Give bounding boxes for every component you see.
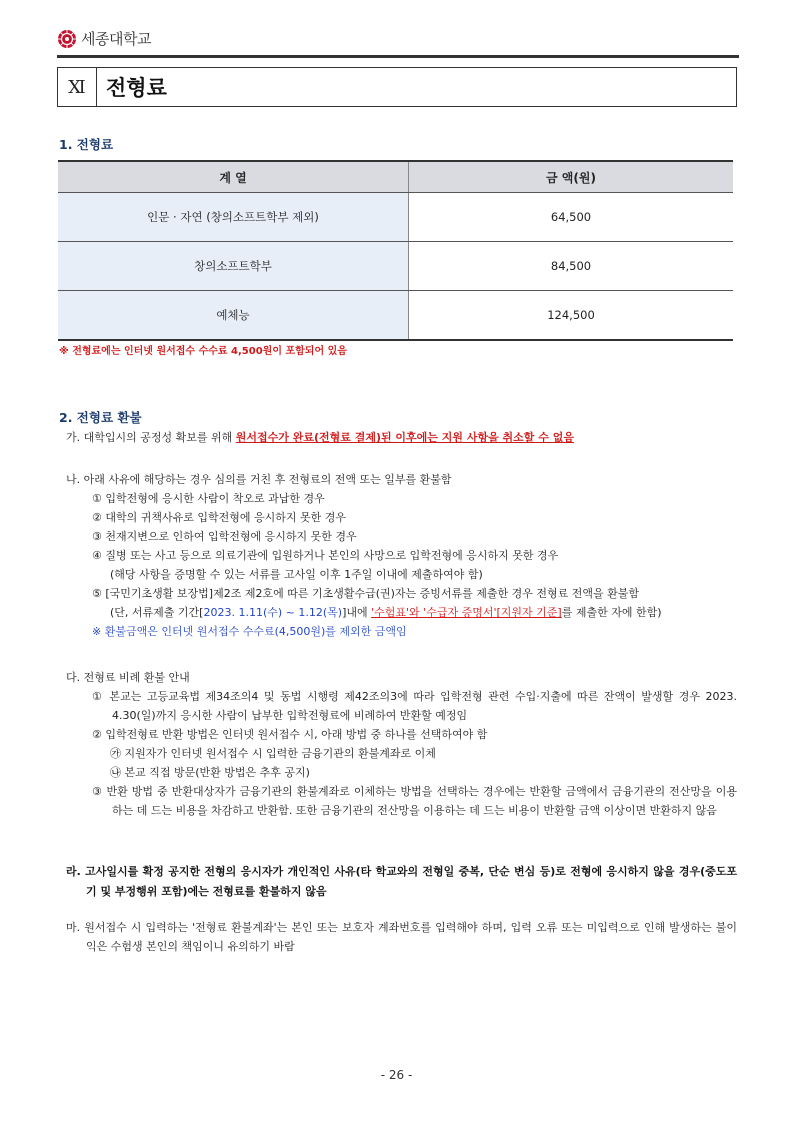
submission-period: 2023. 1.11(수) ~ 1.12(목) [203, 606, 343, 619]
university-emblem-icon [57, 29, 77, 49]
proportional-refund-2: ② 입학전형료 반환 방법은 인터넷 원서접수 시, 아래 방법 중 하나를 선택하여야 함 [92, 728, 488, 741]
refund-item-ga-emphasis: 원서접수가 완료(전형료 결제)된 이후에는 지원 사항을 취소할 수 없음 [235, 431, 574, 444]
header-rule [57, 55, 739, 58]
reason-5-suffix: 를 제출한 자에 한함) [561, 606, 662, 619]
section1-title: 1. 전형료 [59, 137, 114, 152]
section2-title: 2. 전형료 환불 [59, 410, 142, 425]
table-row [58, 242, 733, 291]
chapter-title: 전형료 [106, 76, 167, 100]
category-cell: 인문 · 자연 (창의소프트학부 제외) [58, 193, 409, 242]
refund-reason-4: ④ 질병 또는 사고 등으로 의료기관에 입원하거나 본인의 사망으로 입학전형에 응시하지 못한 경우 [92, 549, 559, 562]
table-row [58, 291, 733, 341]
proportional-refund-1 [92, 687, 737, 725]
refund-item-ma-text: 마. 원서접수 시 입력하는 '전형료 환불계좌'는 본인 또는 보호자 계좌번호를 입력해야 하며, 입력 오류 또는 미입력으로 인해 발생하는 불이익은 수험생 본인의 책임이니 유의하기 바람 [66, 921, 737, 953]
university-name: 세종대학교 [81, 30, 151, 48]
table-header-row [58, 161, 733, 193]
category-cell: 예체능 [58, 291, 409, 341]
amount-cell: 84,500 [409, 242, 734, 291]
category-cell: 창의소프트학부 [58, 242, 409, 291]
amount-cell: 124,500 [409, 291, 734, 341]
amount-cell: 64,500 [409, 193, 734, 242]
refund-reason-3: ③ 천재지변으로 인하여 입학전형에 응시하지 못한 경우 [92, 530, 357, 543]
proportional-refund-3 [92, 782, 737, 820]
refund-item-ga-prefix: 가. 대학입시의 공정성 확보를 위해 [66, 431, 236, 444]
column-header-category: 계 열 [58, 161, 409, 193]
chapter-number: Ⅺ [58, 68, 97, 106]
refund-item-ra-text: 라. 고사일시를 확정 공지한 전형의 응시자가 개인적인 사유(타 학교와의 전형일 중복, 단순 변심 등)로 전형에 응시하지 않을 경우(중도포기 및 부정행위 포함)에는 전형료를 환불하지 않음 [66, 865, 737, 898]
applicant-basis: [지원자 기준] [496, 606, 562, 619]
proportional-refund-1-text: ① 본교는 고등교육법 제34조의4 및 동법 시행령 제42조의3에 따라 입학전형 관련 수입·지출에 따른 잔액이 발생할 경우 2023. 4.30(일)까지 응시한 사람이 납부한 입학전형료에 비례하여 반환할 예정임 [92, 690, 737, 722]
refund-item-ma [66, 918, 737, 956]
refund-reason-2: ② 대학의 귀책사유로 입학전형에 응시하지 못한 경우 [92, 511, 346, 524]
required-documents: '수험표'와 '수급자 증명서' [371, 606, 497, 619]
refund-reason-4-sub: (해당 사항을 증명할 수 있는 서류를 고사일 이후 1주일 이내에 제출하여야 함) [110, 568, 483, 581]
refund-item-ga [66, 428, 574, 447]
column-header-amount: 금 액(원) [409, 161, 734, 193]
reason-5-mid: ]내에 [342, 606, 372, 619]
refund-reason-5: ⑤ [국민기초생활 보장법]제2조 제2호에 따른 기초생활수급(권)자는 증빙서류를 제출한 경우 전형료 전액을 환불함 [92, 587, 640, 600]
fee-table [58, 160, 733, 341]
refund-amount-note: ※ 환불금액은 인터넷 원서접수 수수료(4,500원)를 제외한 금액임 [92, 625, 407, 638]
fee-note: ※ 전형료에는 인터넷 원서접수 수수료 4,500원이 포함되어 있음 [59, 346, 347, 357]
page-number: - 26 - [380, 1068, 413, 1082]
refund-method-b: ㉯ 본교 직접 방문(반환 방법은 추후 공지) [110, 766, 310, 779]
chapter-heading [57, 67, 737, 107]
proportional-refund-3-text: ③ 반환 방법 중 반환대상자가 금융기관의 환불계좌로 이체하는 방법을 선택하는 경우에는 반환할 금액에서 금융기관의 전산망을 이용하는 데 드는 비용을 차감하고 반환함. 또한 금융기관의 전산망을 이용하는 데 드는 비용이 반환할 금액 이상이면 반환하지 않음 [92, 785, 737, 817]
reason-5-prefix: (단, 서류제출 기간[ [110, 606, 204, 619]
refund-item-da-intro: 다. 전형료 비례 환불 안내 [66, 671, 190, 684]
refund-reason-5-sub [110, 603, 662, 622]
table-row [58, 193, 733, 242]
refund-method-a: ㉮ 지원자가 인터넷 원서접수 시 입력한 금융기관의 환불계좌로 이체 [110, 747, 436, 760]
refund-item-na-intro: 나. 아래 사유에 해당하는 경우 심의를 거친 후 전형료의 전액 또는 일부를 환불함 [66, 473, 452, 486]
refund-reason-1: ① 입학전형에 응시한 사람이 착오로 과납한 경우 [92, 492, 325, 505]
university-logo [57, 28, 151, 49]
refund-item-ra [66, 862, 737, 902]
